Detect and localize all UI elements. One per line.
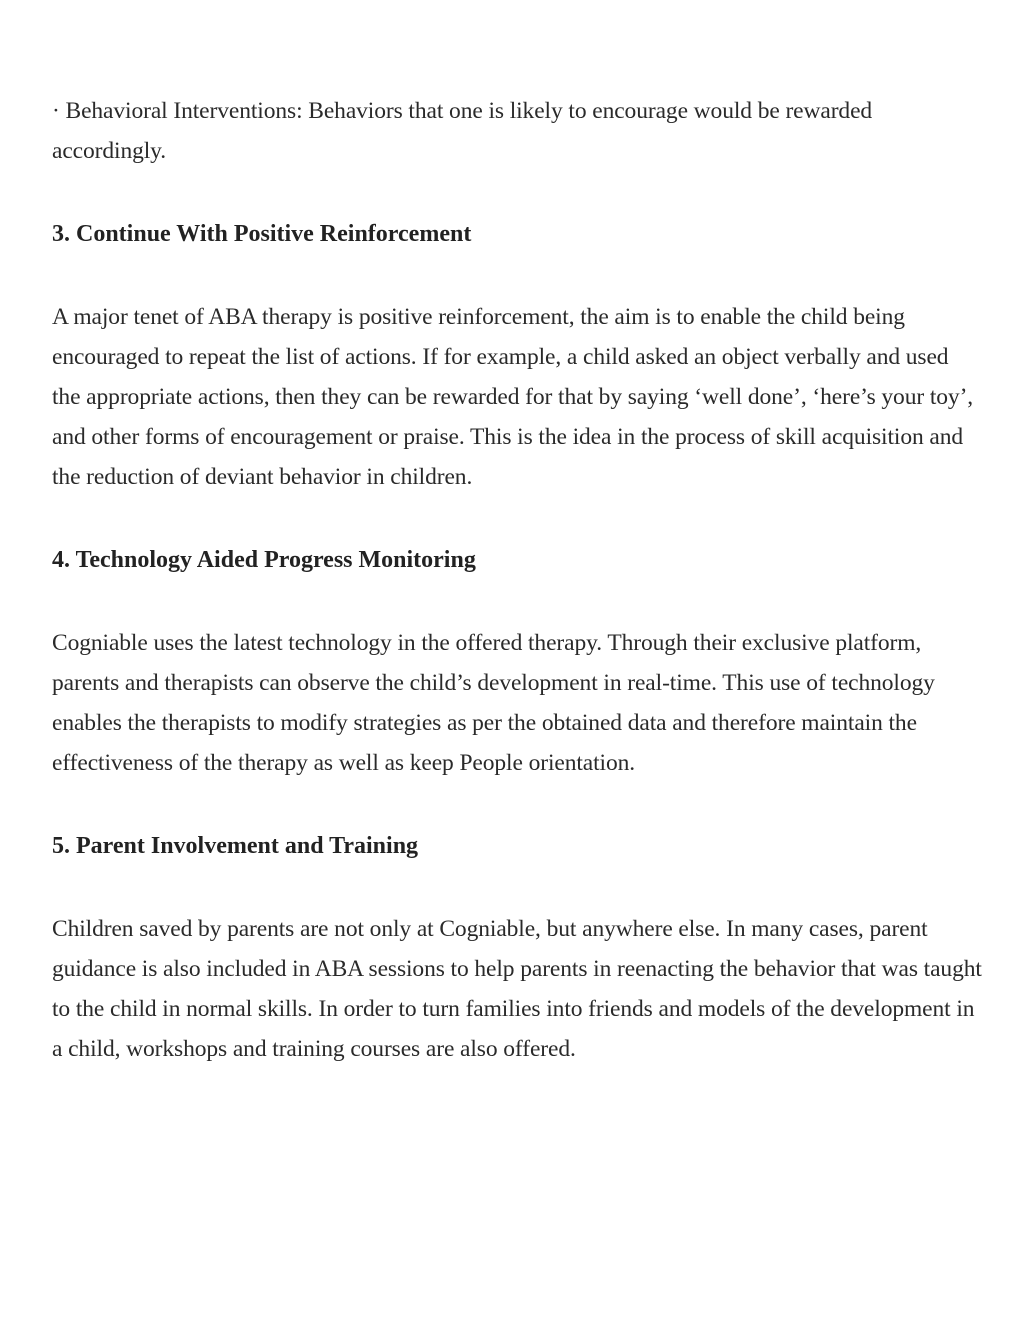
spacer bbox=[52, 171, 982, 214]
section-heading-4: 4. Technology Aided Progress Monitoring bbox=[52, 547, 476, 573]
spacer bbox=[52, 783, 982, 826]
section-heading-5: 5. Parent Involvement and Training bbox=[52, 833, 419, 859]
spacer bbox=[52, 497, 982, 540]
intro-bullet-paragraph: · Behavioral Interventions: Behaviors that one is likely to encourage would be rewarded accordingly. bbox=[52, 98, 873, 164]
section-body-5: Children saved by parents are not only at Cogniable, but anywhere else. In many cases, parent guidance is also included in ABA sessions to help parents in reenacting the behavior that was taught to the child in normal skills. In order to turn families into friends and models of the development in a child, workshops and training courses are also offered. bbox=[52, 916, 982, 1062]
section-heading-3: 3. Continue With Positive Reinforcement bbox=[52, 221, 472, 247]
document-page bbox=[52, 91, 982, 1069]
spacer bbox=[52, 580, 982, 623]
spacer bbox=[52, 254, 982, 297]
section-body-3: A major tenet of ABA therapy is positive reinforcement, the aim is to enable the child being encouraged to repeat the list of actions. If for example, a child asked an object verbally and used the appropriate actions, then they can be rewarded for that by saying ‘well done’, ‘here’s your toy’, and other forms of encouragement or praise. This is the idea in the process of skill acquisition and the reduction of deviant behavior in children. bbox=[52, 304, 974, 490]
spacer bbox=[52, 866, 982, 909]
section-body-4: Cogniable uses the latest technology in the offered therapy. Through their exclusive platform, parents and therapists can observe the child’s development in real-time. This use of technology enables the therapists to modify strategies as per the obtained data and therefore maintain the effectiveness of the therapy as well as keep People orientation. bbox=[52, 630, 935, 776]
